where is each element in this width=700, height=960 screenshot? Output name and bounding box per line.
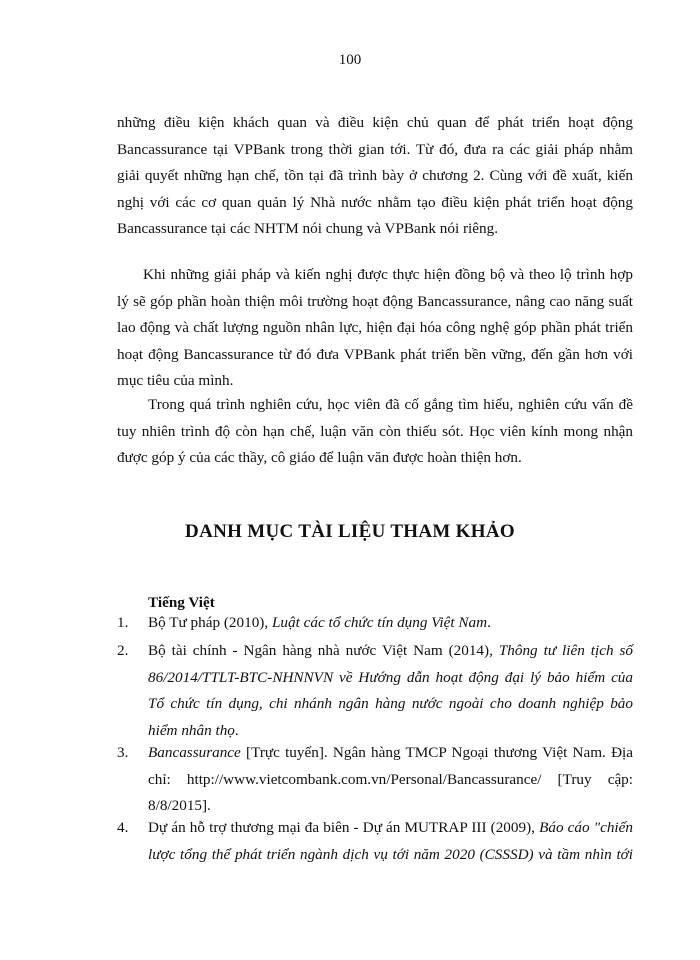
- text-line: Tổ chức tín dụng, chi nhánh ngân hàng nước ngoài cho doanh nghiệp bảo: [148, 695, 633, 712]
- text-line: được góp ý của các thầy, cô giáo để luận văn được hoàn thiện hơn.: [117, 449, 522, 466]
- page-number: 100: [338, 52, 362, 68]
- text-line: hiểm nhân thọ.: [148, 721, 239, 739]
- reference-number: 3.: [117, 744, 129, 761]
- reference-body: [148, 610, 633, 637]
- text-line: Bộ Tư pháp (2010), Luật các tổ chức tín dụng Việt Nam.: [148, 614, 491, 631]
- text-line: lý sẽ góp phần hoàn thiện môi trường hoạt động Bancassurance, nâng cao năng suất: [117, 292, 633, 310]
- text-line: 86/2014/TTLT-BTC-NHNNVN về Hướng dẫn hoạt động đại lý bảo hiểm của: [148, 668, 633, 686]
- text-line: giải quyết những hạn chế, tồn tại đã trình bày ở chương 2. Cùng với đề xuất, kiến: [117, 167, 633, 184]
- reference-body: [148, 638, 633, 744]
- reference-body: [148, 815, 633, 868]
- text-line: chỉ: http://www.vietcombank.com.vn/Personal/Bancassurance/ [Truy cập:: [148, 770, 633, 788]
- text-line: Bancassurance [Trực tuyến]. Ngân hàng TMCP Ngoại thương Việt Nam. Địa: [148, 744, 633, 761]
- paragraph-2: [117, 262, 633, 395]
- text-line: hoạt động Bancassurance từ đó đưa VPBank phát triển bền vững, đến gần hơn với: [117, 345, 633, 363]
- reference-item: [117, 740, 633, 820]
- text-line: lao động và chất lượng nguồn nhân lực, hiện đại hóa công nghệ góp phần phát triển: [117, 319, 633, 336]
- reference-number: 4.: [117, 819, 129, 836]
- text-line: tuy nhiên trình độ còn hạn chế, luận văn còn thiếu sót. Học viên kính mong nhận: [117, 422, 633, 440]
- text-line: Trong quá trình nghiên cứu, học viên đã cố gắng tìm hiểu, nghiên cứu vấn đề: [148, 396, 633, 413]
- reference-item: [117, 638, 633, 744]
- text-line: Dự án hỗ trợ thương mại đa biên - Dự án MUTRAP III (2009), Báo cáo "chiến: [148, 819, 633, 836]
- reference-item: [117, 610, 633, 637]
- text-line: nghị với các cơ quan quản lý Nhà nước nhằm tạo điều kiện phát triển hoạt động: [117, 193, 633, 211]
- reference-number: 1.: [117, 614, 129, 631]
- paragraph-3: [117, 392, 633, 472]
- text-line: Bancassurance tại các NHTM nói chung và VPBank nói riêng.: [117, 220, 498, 237]
- reference-number: 2.: [117, 642, 129, 659]
- text-line: Bancassurance tại VPBank trong thời gian tới. Từ đó, đưa ra các giải pháp nhằm: [117, 140, 633, 158]
- text-line: 8/8/2015].: [148, 797, 211, 814]
- section-label: Tiếng Việt: [148, 594, 215, 611]
- text-line: lược tổng thể phát triển ngành dịch vụ tới năm 2020 (CSSSD) và tầm nhìn tới: [148, 845, 633, 863]
- text-line: Khi những giải pháp và kiến nghị được thực hiện đồng bộ và theo lộ trình hợp: [143, 266, 633, 283]
- text-line: mục tiêu của mình.: [117, 372, 234, 389]
- reference-body: [148, 740, 633, 820]
- reference-item: [117, 815, 633, 868]
- text-line: những điều kiện khách quan và điều kiện chủ quan để phát triển hoạt động: [117, 114, 633, 131]
- text-line: Bộ tài chính - Ngân hàng nhà nước Việt Nam (2014), Thông tư liên tịch số: [148, 642, 633, 659]
- paragraph-1: [117, 110, 633, 243]
- references-heading: DANH MỤC TÀI LIỆU THAM KHẢO: [185, 521, 515, 542]
